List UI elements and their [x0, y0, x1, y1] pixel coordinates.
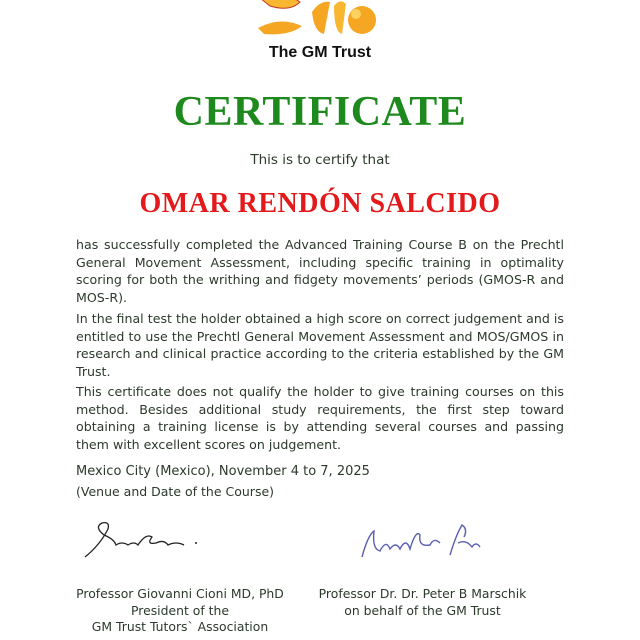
paragraph-test: In the final test the holder obtained a high score on correct judgement and is entitled to use the Prechtl General Movement Assessment and MOS/GMOS in research and clinical practice according to the criteria established by the GM Trust.: [76, 311, 564, 379]
signatory-organization: GM Trust Tutors` Association: [91, 619, 269, 634]
signature-cioni: [80, 515, 260, 565]
recipient-name: OMAR RENDÓN SALCIDO: [139, 188, 501, 219]
paragraph-course: has successfully completed the Advanced Training Course B on the Prechtl General Movement Assessment, including specific training in optimality scoring for both the writhing and fidgety movements’ periods (GMOS-R and MOS-R).: [76, 237, 564, 305]
signatory-name: Professor Dr. Dr. Peter B Marschik: [318, 586, 527, 601]
signatory-marschik-caption: [300, 586, 545, 619]
certificate-title: CERTIFICATE: [173, 89, 467, 135]
signatory-name: Professor Giovanni Cioni MD, PhD: [76, 586, 284, 601]
course-place-date: Mexico City (Mexico), November 4 to 7, 2025: [76, 464, 370, 479]
signatory-cioni-caption: [60, 586, 300, 636]
gm-trust-logo: [250, 0, 390, 40]
intro-text: This is to certify that: [250, 152, 390, 168]
paragraph-disclaimer: This certificate does not qualify the holder to give training courses on this method. Besides additional study requirements, the first step toward obtaining a training license is by attending several courses and passing them with excellent scores on judgement.: [76, 384, 564, 452]
signatory-role: on behalf of the GM Trust: [344, 602, 501, 618]
organization-name: The GM Trust: [268, 44, 372, 61]
signatory-role: President of the: [131, 602, 229, 618]
course-note: (Venue and Date of the Course): [76, 484, 275, 499]
signature-marschik: [350, 515, 530, 565]
